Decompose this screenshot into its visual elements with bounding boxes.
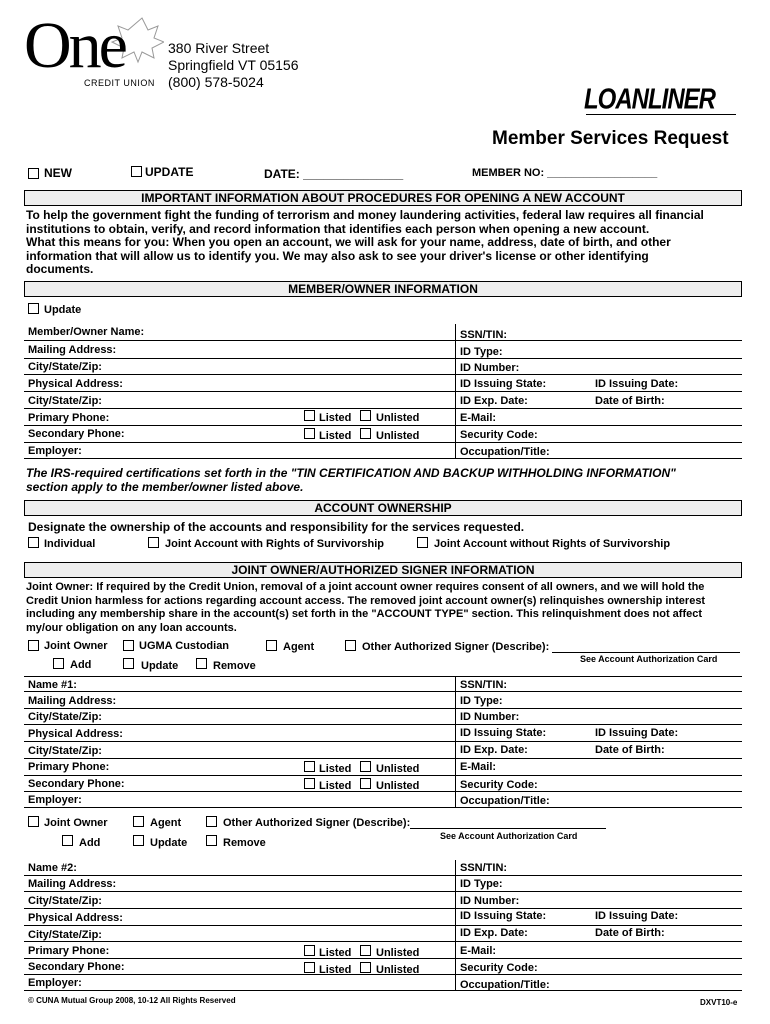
city-state-zip-field[interactable]: City/State/Zip:	[28, 361, 102, 373]
city-state-zip-field[interactable]: City/State/Zip:	[28, 929, 102, 941]
joint-ros-label: Joint Account with Rights of Survivorship	[165, 538, 384, 550]
rule	[24, 676, 742, 677]
unlisted-label: Unlisted	[376, 763, 420, 775]
n2-secondary-listed-checkbox[interactable]	[304, 962, 315, 973]
agent-label: Agent	[150, 817, 182, 829]
rule	[24, 891, 742, 892]
listed-label: Listed	[319, 947, 352, 959]
phone-number: (800) 578-5024	[168, 74, 264, 90]
city-state-zip-field[interactable]: City/State/Zip:	[28, 895, 102, 907]
describe-line[interactable]	[410, 828, 606, 829]
unlisted-label: Unlisted	[376, 412, 420, 424]
joint-no-ros-label: Joint Account without Rights of Survivorship	[434, 538, 671, 550]
name2-field[interactable]: Name #2:	[28, 862, 77, 874]
rule	[24, 374, 742, 375]
id-type-field[interactable]: ID Type:	[460, 346, 503, 358]
id-issuing-date-field[interactable]: ID Issuing Date:	[595, 910, 679, 922]
copyright: © CUNA Mutual Group 2008, 10-12 All Rights Reserved	[28, 996, 236, 1005]
id-issuing-state-field[interactable]: ID Issuing State:	[460, 727, 547, 739]
secondary-unlisted-checkbox[interactable]	[360, 428, 371, 439]
member-no-field[interactable]: MEMBER NO: __________________	[472, 167, 658, 179]
id-issuing-date-field[interactable]: ID Issuing Date:	[595, 378, 679, 390]
important-line: documents.	[26, 262, 94, 277]
member-name-field[interactable]: Member/Owner Name:	[28, 326, 145, 338]
primary-phone-field[interactable]: Primary Phone:	[28, 412, 110, 424]
id-number-field[interactable]: ID Number:	[460, 895, 520, 907]
remove-label: Remove	[213, 660, 256, 672]
employer-field[interactable]: Employer:	[28, 445, 82, 457]
date-of-birth-field[interactable]: Date of Birth:	[595, 927, 665, 939]
s1-add-checkbox[interactable]	[53, 658, 64, 669]
column-divider	[455, 324, 456, 459]
occupation-field[interactable]: Occupation/Title:	[460, 446, 550, 458]
id-exp-date-field[interactable]: ID Exp. Date:	[460, 395, 528, 407]
address-line-1: 380 River Street	[168, 40, 270, 56]
ssn-field[interactable]: SSN/TIN:	[460, 679, 508, 691]
irs-notice	[26, 466, 741, 494]
joint-line: Credit Union harmless for actions regarding account access. The removed joint account owner(s) relinquishes ownership interest	[26, 594, 706, 607]
n2-primary-unlisted-checkbox[interactable]	[360, 945, 371, 956]
rule	[24, 458, 742, 459]
primary-phone-field[interactable]: Primary Phone:	[28, 761, 110, 773]
address-line-2: Springfield VT 05156	[168, 57, 299, 73]
individual-checkbox[interactable]	[28, 537, 39, 548]
n1-secondary-listed-checkbox[interactable]	[304, 778, 315, 789]
id-exp-date-field[interactable]: ID Exp. Date:	[460, 744, 528, 756]
rule	[24, 990, 742, 991]
rule	[24, 775, 742, 776]
agent-label: Agent	[283, 641, 315, 653]
ownership-description: Designate the ownership of the accounts and responsibility for the services requested.	[28, 520, 525, 534]
ssn-field[interactable]: SSN/TIN:	[460, 862, 508, 874]
email-field[interactable]: E-Mail:	[460, 761, 497, 773]
s1-remove-checkbox[interactable]	[196, 658, 207, 669]
physical-address-field[interactable]: Physical Address:	[28, 378, 123, 390]
id-number-field[interactable]: ID Number:	[460, 362, 520, 374]
new-label: NEW	[44, 166, 72, 180]
ugma-label: UGMA Custodian	[139, 640, 230, 652]
email-field[interactable]: E-Mail:	[460, 412, 497, 424]
s1-update-checkbox[interactable]	[123, 658, 134, 669]
primary-listed-checkbox[interactable]	[304, 410, 315, 421]
employer-field[interactable]: Employer:	[28, 794, 82, 806]
name1-field[interactable]: Name #1:	[28, 679, 77, 691]
important-line: institutions to obtain, verify, and record information that identifies each person when opening a new account.	[26, 221, 650, 236]
joint-owner-label: Joint Owner	[44, 817, 108, 829]
listed-label: Listed	[319, 430, 352, 442]
security-code-field[interactable]: Security Code:	[460, 779, 538, 791]
employer-field[interactable]: Employer:	[28, 977, 82, 989]
occupation-field[interactable]: Occupation/Title:	[460, 795, 550, 807]
update-label: Update	[150, 837, 188, 849]
id-number-field[interactable]: ID Number:	[460, 711, 520, 723]
important-info-text	[26, 209, 741, 277]
city-state-zip-field[interactable]: City/State/Zip:	[28, 395, 102, 407]
secondary-phone-field[interactable]: Secondary Phone:	[28, 778, 125, 790]
add-label: Add	[70, 659, 92, 671]
update-label: UPDATE	[145, 165, 194, 179]
important-info-banner: IMPORTANT INFORMATION ABOUT PROCEDURES FOR OPENING A NEW ACCOUNT	[24, 190, 742, 206]
joint-line: Joint Owner: If required by the Credit Union, removal of a joint account owner requires consent of all owners, and we will hold the	[26, 581, 705, 593]
rule	[24, 691, 742, 692]
new-checkbox[interactable]	[28, 168, 39, 179]
important-line: What this means for you: When you open an account, we will ask for your name, address, date of birth, and other	[26, 235, 671, 250]
n2-secondary-unlisted-checkbox[interactable]	[360, 962, 371, 973]
city-state-zip-field[interactable]: City/State/Zip:	[28, 745, 102, 757]
occupation-field[interactable]: Occupation/Title:	[460, 979, 550, 991]
form-code: DXVT10-e	[700, 998, 738, 1007]
rule	[24, 408, 742, 409]
irs-line: section apply to the member/owner listed above.	[26, 480, 304, 494]
ssn-field[interactable]: SSN/TIN:	[460, 329, 508, 341]
mailing-address-field[interactable]: Mailing Address:	[28, 344, 117, 356]
s2-remove-checkbox[interactable]	[206, 835, 217, 846]
important-line: information that will allow us to identify you. We may also ask to see your driver's license or other identifying	[26, 248, 649, 263]
listed-label: Listed	[319, 964, 352, 976]
city-state-zip-field[interactable]: City/State/Zip:	[28, 711, 102, 723]
secondary-phone-field[interactable]: Secondary Phone:	[28, 961, 125, 973]
id-type-field[interactable]: ID Type:	[460, 878, 503, 890]
s1-joint-owner-checkbox[interactable]	[28, 640, 39, 651]
secondary-listed-checkbox[interactable]	[304, 428, 315, 439]
remove-label: Remove	[223, 837, 266, 849]
s1-ugma-checkbox[interactable]	[123, 640, 134, 651]
s2-add-checkbox[interactable]	[62, 835, 73, 846]
n1-primary-unlisted-checkbox[interactable]	[360, 761, 371, 772]
joint-ros-checkbox[interactable]	[148, 537, 159, 548]
s2-update-checkbox[interactable]	[133, 835, 144, 846]
joint-owner-text	[26, 581, 741, 635]
date-of-birth-field[interactable]: Date of Birth:	[595, 744, 665, 756]
irs-line: The IRS-required certifications set forth in the "TIN CERTIFICATION AND BACKUP WITHHOLDING INFORMATION"	[26, 466, 676, 480]
physical-address-field[interactable]: Physical Address:	[28, 912, 123, 924]
account-ownership-banner: ACCOUNT OWNERSHIP	[24, 500, 742, 516]
s1-agent-checkbox[interactable]	[266, 640, 277, 651]
id-issuing-date-field[interactable]: ID Issuing Date:	[595, 727, 679, 739]
s2-other-signer-checkbox[interactable]	[206, 816, 217, 827]
joint-line: my/our obligation on any loan accounts.	[26, 621, 237, 634]
update-label: Update	[141, 660, 179, 672]
member-update-label: Update	[44, 304, 82, 316]
joint-no-ros-checkbox[interactable]	[417, 537, 428, 548]
rule	[24, 358, 742, 359]
see-card-note: See Account Authorization Card	[580, 654, 718, 664]
other-signer-label: Other Authorized Signer (Describe):	[223, 817, 411, 829]
unlisted-label: Unlisted	[376, 964, 420, 976]
rule	[24, 708, 742, 709]
rule	[24, 442, 742, 443]
listed-label: Listed	[319, 780, 352, 792]
primary-unlisted-checkbox[interactable]	[360, 410, 371, 421]
brand-underline	[586, 114, 736, 115]
credit-union-logo	[24, 9, 164, 94]
joint-owner-label: Joint Owner	[44, 640, 108, 652]
rule	[24, 875, 742, 876]
individual-label: Individual	[44, 538, 96, 550]
unlisted-label: Unlisted	[376, 430, 420, 442]
member-owner-banner: MEMBER/OWNER INFORMATION	[24, 281, 742, 297]
physical-address-field[interactable]: Physical Address:	[28, 728, 123, 740]
id-exp-date-field[interactable]: ID Exp. Date:	[460, 927, 528, 939]
rule	[24, 758, 742, 759]
date-field[interactable]: DATE: _______________	[264, 167, 404, 181]
unlisted-label: Unlisted	[376, 947, 420, 959]
form-title: Member Services Request	[492, 128, 729, 149]
mailing-address-field[interactable]: Mailing Address:	[28, 878, 117, 890]
n1-secondary-unlisted-checkbox[interactable]	[360, 778, 371, 789]
column-divider	[455, 860, 456, 991]
id-type-field[interactable]: ID Type:	[460, 695, 503, 707]
describe-line[interactable]	[552, 652, 740, 653]
rule	[24, 925, 742, 926]
s1-other-signer-checkbox[interactable]	[345, 640, 356, 651]
rule	[24, 741, 742, 742]
listed-label: Listed	[319, 412, 352, 424]
id-issuing-state-field[interactable]: ID Issuing State:	[460, 378, 547, 390]
see-card-note: See Account Authorization Card	[440, 831, 578, 841]
primary-phone-field[interactable]: Primary Phone:	[28, 945, 110, 957]
rule	[24, 724, 742, 725]
date-of-birth-field[interactable]: Date of Birth:	[595, 395, 665, 407]
joint-line: including any membership share in the account(s) set forth in the "ACCOUNT TYPE" section. This relinquishment does not affect	[26, 608, 703, 621]
n2-primary-listed-checkbox[interactable]	[304, 945, 315, 956]
rule	[24, 425, 742, 426]
security-code-field[interactable]: Security Code:	[460, 429, 538, 441]
security-code-field[interactable]: Security Code:	[460, 962, 538, 974]
brand-logo: LOANLINER	[584, 83, 715, 116]
listed-label: Listed	[319, 763, 352, 775]
rule	[24, 807, 742, 808]
member-update-checkbox[interactable]	[28, 303, 39, 314]
secondary-phone-field[interactable]: Secondary Phone:	[28, 428, 125, 440]
id-issuing-state-field[interactable]: ID Issuing State:	[460, 910, 547, 922]
joint-owner-banner: JOINT OWNER/AUTHORIZED SIGNER INFORMATION	[24, 562, 742, 578]
rule	[24, 340, 742, 341]
logo-wordmark: One	[24, 9, 125, 82]
add-label: Add	[79, 837, 101, 849]
column-divider	[455, 676, 456, 808]
rule	[24, 391, 742, 392]
mailing-address-field[interactable]: Mailing Address:	[28, 695, 117, 707]
logo-subtitle: CREDIT UNION	[84, 78, 155, 88]
update-checkbox[interactable]	[131, 166, 142, 177]
important-line: To help the government fight the funding of terrorism and money laundering activities, federal law requires all financial	[26, 208, 704, 222]
s2-agent-checkbox[interactable]	[133, 816, 144, 827]
email-field[interactable]: E-Mail:	[460, 945, 497, 957]
unlisted-label: Unlisted	[376, 780, 420, 792]
rule	[24, 941, 742, 942]
rule	[24, 908, 742, 909]
s2-joint-owner-checkbox[interactable]	[28, 816, 39, 827]
other-signer-label: Other Authorized Signer (Describe):	[362, 641, 550, 653]
n1-primary-listed-checkbox[interactable]	[304, 761, 315, 772]
